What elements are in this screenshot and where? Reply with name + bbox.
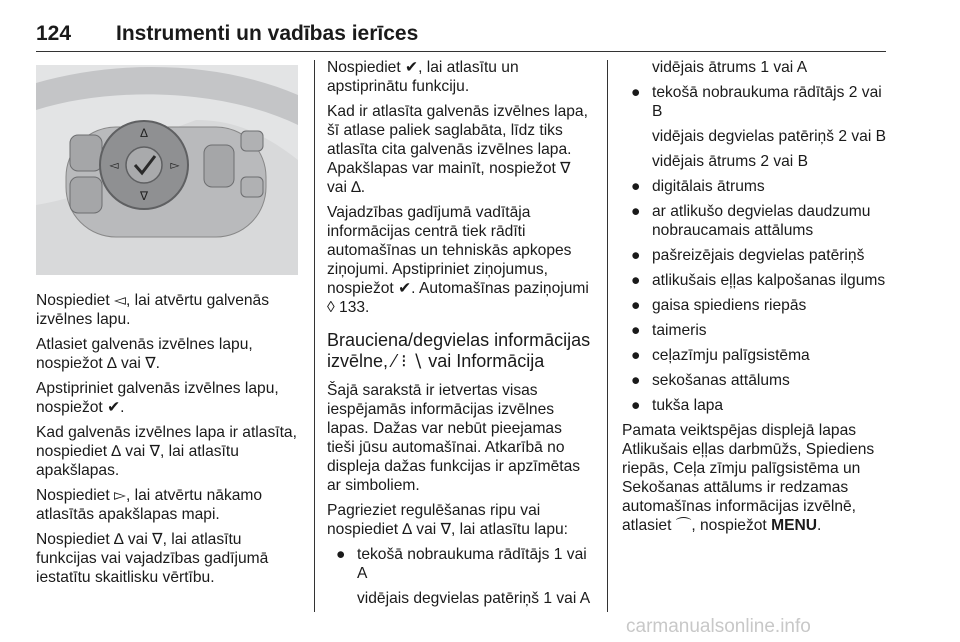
bullet-icon: ● — [631, 178, 641, 195]
list-item-text: taimeris — [652, 322, 707, 339]
list-item-text: atlikušais eļļas kalpošanas ilgums — [652, 272, 886, 289]
list-item-text: gaisa spiediens riepās — [652, 297, 807, 314]
paragraph: Apstipriniet galvenās izvēlnes lapu, nospiežot ✔. — [36, 380, 279, 416]
list-item — [622, 396, 890, 415]
bullet-icon: ● — [631, 272, 641, 289]
section-heading: Brauciena/degvielas informācijas izvēlne, ⁄ ⁝ ∖ vai Informācija — [327, 330, 591, 371]
column-1 — [36, 58, 302, 593]
column-divider-1 — [314, 60, 315, 612]
bullet-icon: ● — [631, 203, 641, 220]
header-rule — [36, 51, 886, 52]
paragraph: Atlasiet galvenās izvēlnes lapu, nospiežot ∆ vai ∇. — [36, 336, 253, 372]
list-item-text: tekošā nobraukuma rādītājs 1 vai A — [357, 546, 587, 582]
svg-text:∇: ∇ — [139, 189, 149, 203]
paragraph-end: . — [817, 517, 822, 534]
bullet-icon: ● — [631, 397, 641, 414]
paragraph: Nospiediet ▻, lai atvērtu nākamo atlasītās apakšlapas mapi. — [36, 487, 263, 523]
list-item-text: tekošā nobraukuma rādītājs 2 vai B — [652, 84, 882, 120]
paragraph: Nospiediet ✔, lai atlasītu un apstiprinātu funkciju. — [327, 59, 519, 95]
page-title: Instrumenti un vadības ierīces — [116, 22, 419, 45]
list-item — [622, 371, 890, 390]
list-item — [622, 271, 890, 290]
page-header — [36, 22, 886, 52]
column-3 — [622, 58, 890, 541]
list-sub-item: vidējais degvielas patēriņš 1 vai A — [357, 590, 591, 607]
bullet-icon: ● — [631, 372, 641, 389]
steering-wheel-controls-illustration — [36, 65, 298, 275]
list-item-text: sekošanas attālums — [652, 372, 790, 389]
paragraph: Nospiediet ∆ vai ∇, lai atlasītu funkcijas vai vajadzības gadījumā iestatītu skaitlisku vērtību. — [36, 531, 269, 586]
paragraph: Kad ir atlasīta galvenās izvēlnes lapa, šī atlase paliek saglabāta, līdz tiks atlasīta cita galvenās izvēlnes lapa. Apakšlapas var mainīt, nospiežot ∇ vai ∆. — [327, 103, 588, 196]
paragraph: Kad galvenās izvēlnes lapa ir atlasīta, nospiediet ∆ vai ∇, lai atlasītu apakšlapas. — [36, 424, 297, 479]
paragraph: Pagrieziet regulēšanas ripu vai nospiediet ∆ vai ∇, lai atlasītu lapu: — [327, 502, 569, 538]
menu-key-label: MENU — [771, 517, 818, 534]
paragraph: Nospiediet ◅, lai atvērtu galvenās izvēlnes lapu. — [36, 292, 270, 328]
list-item — [622, 321, 890, 340]
watermark: carmanualsonline.info — [626, 616, 811, 637]
bullet-icon: ● — [631, 322, 641, 339]
list-item — [622, 246, 890, 265]
paragraph: Vajadzības gadījumā vadītāja informācijas centrā tiek rādīti automašīnas un tehniskās apkopes ziņojumi. Apstipriniet ziņojumus, nospiežot ✔. Automašīnas paziņojumi ◊ 133. — [327, 204, 589, 316]
list-item — [622, 83, 890, 121]
list-item-text: pašreizējais degvielas patēriņš — [652, 247, 865, 264]
list-item — [327, 545, 593, 583]
list-item-text: digitālais ātrums — [652, 178, 765, 195]
list-item-text: tukša lapa — [652, 397, 724, 414]
list-item — [622, 177, 890, 196]
page-number: 124 — [36, 22, 72, 45]
list-sub-item: vidējais degvielas patēriņš 2 vai B — [652, 128, 887, 145]
bullet-icon: ● — [631, 297, 641, 314]
bullet-icon: ● — [631, 84, 641, 101]
list-item — [622, 296, 890, 315]
list-sub-item: vidējais ātrums 2 vai B — [652, 153, 808, 170]
svg-text:◅: ◅ — [109, 158, 119, 172]
paragraph — [622, 421, 890, 535]
svg-text:▻: ▻ — [170, 158, 180, 172]
list-sub-item: vidējais ātrums 1 vai A — [652, 59, 808, 76]
list-item-text: ar atlikušo degvielas daudzumu nobraucamais attālums — [652, 203, 871, 239]
svg-text:Δ: Δ — [139, 126, 149, 140]
list-item — [622, 346, 890, 365]
bullet-icon: ● — [336, 546, 346, 563]
list-item-text: ceļazīmju palīgsistēma — [652, 347, 810, 364]
list-item — [622, 202, 890, 240]
paragraph-text: Pamata veiktspējas displejā lapas Atlikušais eļļas darbmūžs, Spiediens riepās, Ceļa zīmju palīgsistēma un Sekošanas attālums ir redzamas automašīnas informācijas izvēlnē, atlasiet ⌒, nospiežot — [622, 422, 875, 534]
bullet-icon: ● — [631, 247, 641, 264]
paragraph: Šajā sarakstā ir ietvertas visas iespējamās informācijas izvēlnes lapas. Dažas var nebūt pieejamas tieši jūsu automašīnai. Atkarībā no displeja dažas funkcijas ir apzīmētas ar simboliem. — [327, 382, 581, 494]
column-2 — [327, 58, 593, 614]
bullet-icon: ● — [631, 347, 641, 364]
column-divider-2 — [607, 60, 608, 612]
